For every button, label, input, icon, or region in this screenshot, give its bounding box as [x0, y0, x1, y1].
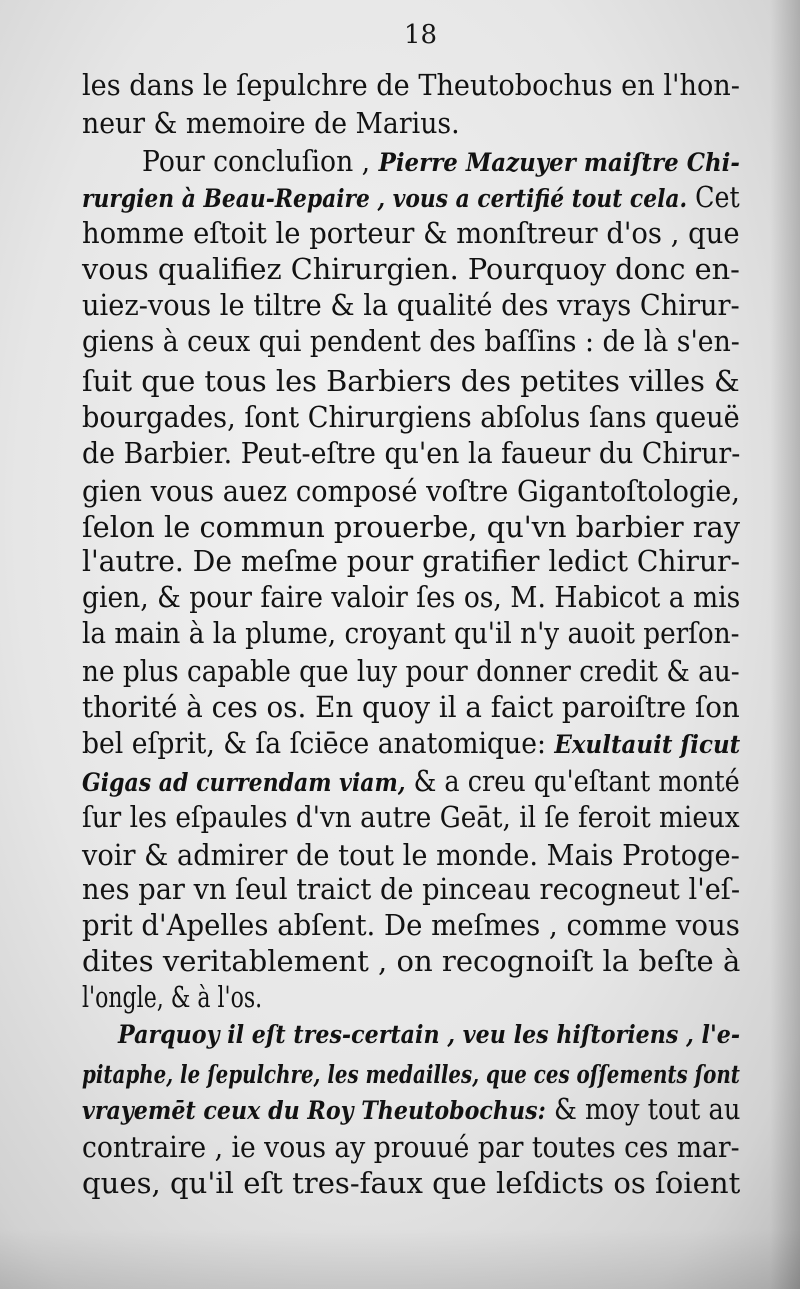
italic-text: pitaphe, le ſepulchre, les medailles, que ces oſſements ſont — [82, 1060, 740, 1089]
text-line — [82, 688, 740, 728]
text-line — [82, 286, 740, 326]
text-line — [118, 1014, 740, 1054]
line-text: ques, qu'il eſt tres-faux que leſdicts os ſoient — [82, 1166, 741, 1200]
text-line — [82, 66, 740, 106]
text-line — [82, 1164, 740, 1204]
line-text: contraire , ie vous ay prouué par toutes ces mar- — [82, 1130, 740, 1164]
line-text: de Barbier. Peut-eſtre qu'en la faueur du Chirur- — [82, 436, 741, 470]
text-line — [82, 798, 740, 838]
italic-text: Gigas ad currendam viam, — [82, 768, 406, 797]
text-line — [82, 942, 740, 982]
line-text: ſuit que tous les Barbiers des petites villes & — [82, 364, 740, 398]
italic-text: Pierre Mazuyer maiſtre Chi- — [378, 148, 740, 177]
text-line — [82, 652, 740, 692]
line-text: Pour concluſion , — [142, 144, 379, 178]
line-text: la main à la plume, croyant qu'il n'y auoit perſon- — [82, 616, 740, 650]
italic-text: rurgien à Beau-Repaire , vous a certifié tout cela. — [82, 184, 688, 213]
text-line — [82, 614, 740, 654]
line-text: gien vous auez composé voſtre Gigantoſtologie, — [82, 474, 740, 508]
line-text: dites veritablement , on recognoiſt la beſte à — [82, 944, 741, 978]
line-text: ſelon le commun prouerbe, qu'vn barbier ray — [82, 510, 741, 544]
italic-text: Exultauit ſicut — [554, 730, 741, 759]
line-text: bel eſprit, & ſa ſciēce anatomique: — [82, 726, 555, 760]
text-line — [82, 322, 740, 362]
line-text: homme eſtoit le porteur & monſtreur d'os , que — [82, 216, 740, 250]
text-line — [82, 1054, 740, 1094]
line-text: voir & admirer de tout le monde. Mais Protoge- — [82, 838, 740, 872]
text-line — [82, 578, 740, 618]
line-text: bourgades, ſont Chirurgiens abſolus ſans queuë — [82, 400, 740, 434]
text-line — [82, 542, 740, 582]
line-text: thorité à ces os. En quoy il a faict paroiſtre ſon — [82, 690, 740, 724]
text-line — [82, 362, 740, 402]
line-text: uiez-vous le tiltre & la qualité des vrays Chirur- — [82, 288, 740, 322]
text-line — [82, 472, 740, 512]
italic-text: vrayemēt ceux du Roy Theutobochus: — [82, 1096, 546, 1125]
line-text: ſur les eſpaules d'vn autre Geāt, il ſe feroit mieux — [82, 800, 740, 834]
text-line — [142, 142, 740, 182]
text-line — [82, 870, 740, 910]
line-text: Cet — [687, 180, 740, 214]
line-text: gien, & pour faire valoir ſes os, M. Habicot a mis — [82, 580, 741, 614]
text-line — [82, 398, 740, 438]
italic-text: Parquoy il eſt tres-certain , veu les hiſtoriens , l'e- — [118, 1020, 741, 1049]
line-text: giens à ceux qui pendent des baſſins : de là s'en- — [82, 324, 740, 358]
text-line — [82, 1128, 740, 1168]
line-text: & a creu qu'eſtant monté — [405, 764, 740, 798]
text-line — [82, 250, 740, 290]
text-line — [82, 978, 262, 1018]
line-text: & moy tout au — [545, 1092, 741, 1126]
text-line — [82, 434, 740, 474]
text-line — [82, 906, 740, 946]
text-line — [82, 178, 740, 218]
line-text: l'autre. De meſme pour gratifier ledict Chirur- — [82, 544, 740, 578]
text-line — [82, 104, 460, 144]
text-line — [82, 1090, 740, 1130]
text-line — [82, 762, 740, 802]
line-text: ne plus capable que luy pour donner credit & au- — [82, 654, 740, 688]
line-text: prit d'Apelles abſent. De meſmes , comme vous — [82, 908, 740, 942]
line-text: les dans le ſepulchre de Theutobochus en l'hon- — [82, 68, 740, 102]
page-number: 18 — [404, 20, 438, 50]
text-line — [82, 724, 740, 764]
line-text: neur & memoire de Marius. — [82, 106, 460, 140]
line-text: l'ongle, & à l'os. — [82, 980, 263, 1014]
text-line — [82, 214, 740, 254]
line-text: nes par vn ſeul traict de pinceau recogneut l'eſ- — [82, 872, 741, 906]
line-text: vous qualifiez Chirurgien. Pourquoy donc en- — [82, 252, 740, 286]
